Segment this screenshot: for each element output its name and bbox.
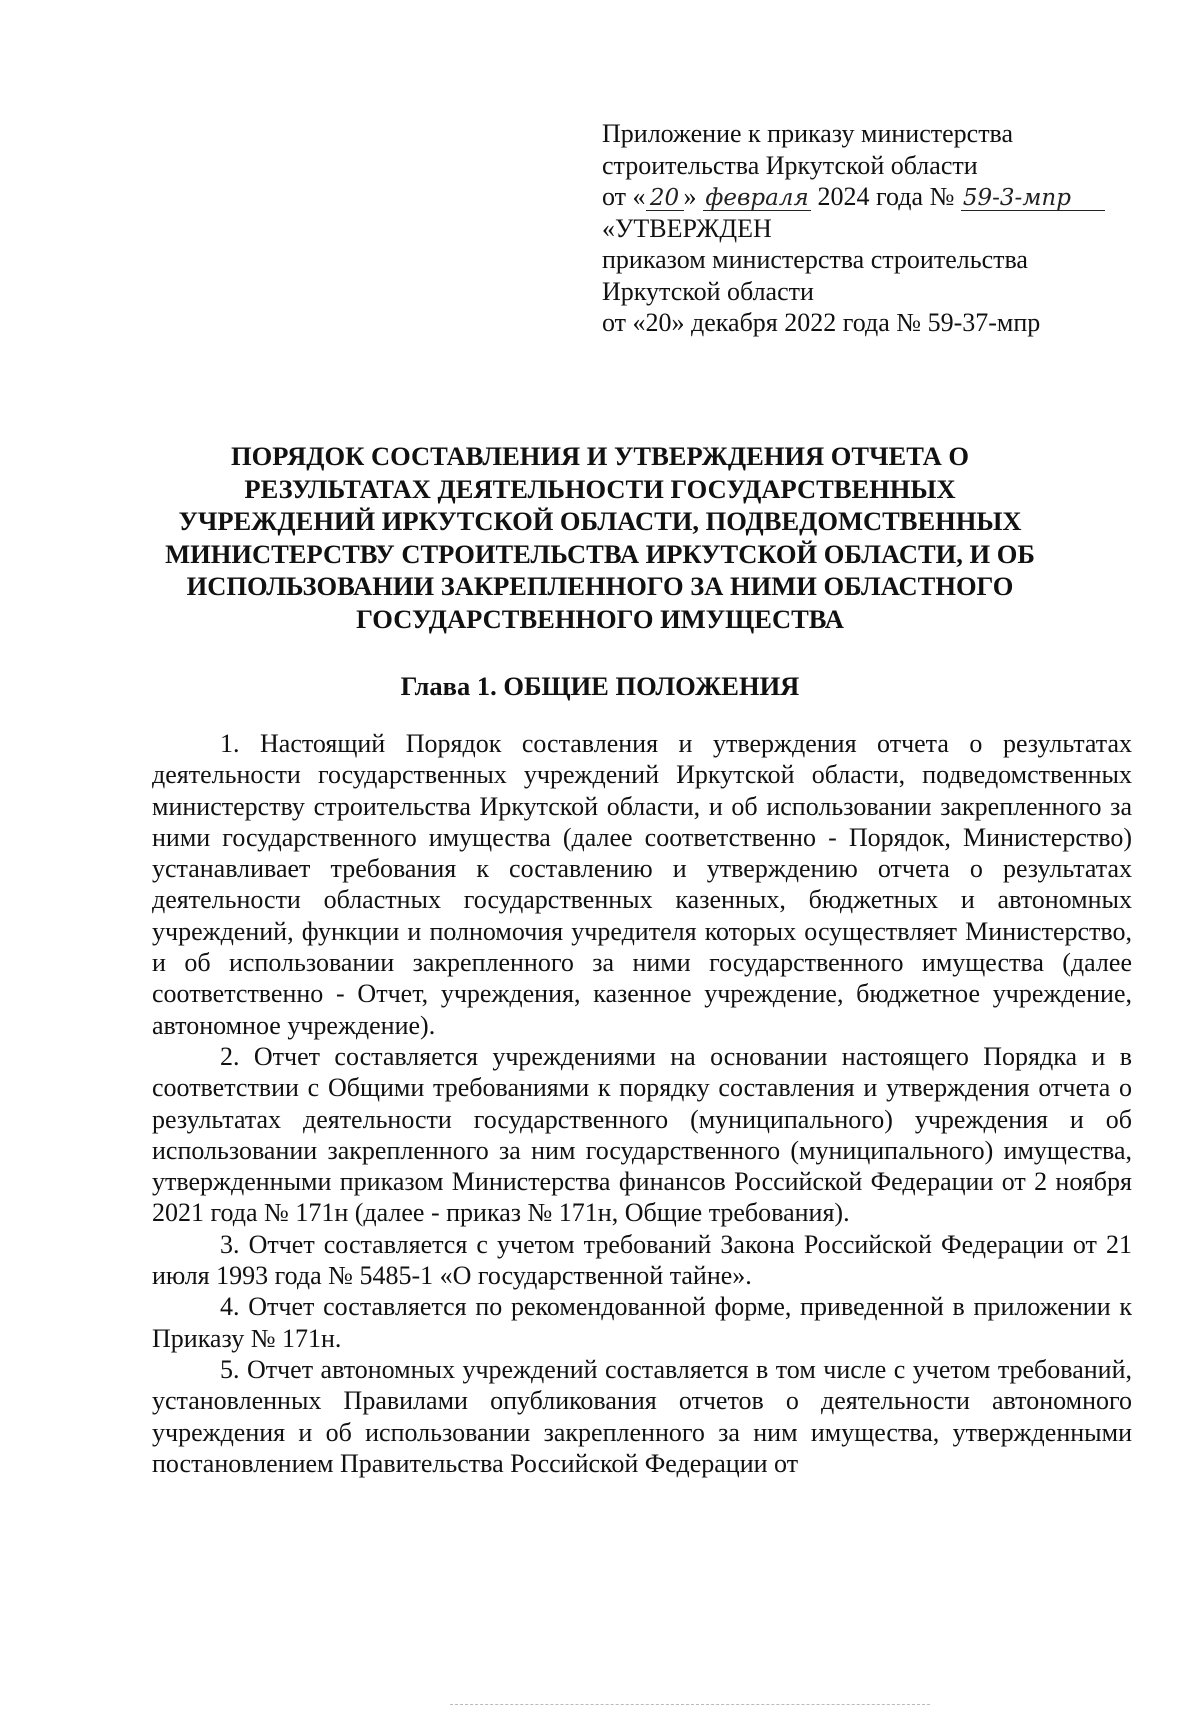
paragraph-3: 3. Отчет составляется с учетом требований Закона Российской Федерации от 21 июля 1993 года № 5485-1 «О государственной тайне». [152,1229,1132,1291]
header-line-7: от «20» декабря 2022 года № 59-37-мпр [602,308,1041,337]
paragraph-1: 1. Настоящий Порядок составления и утверждения отчета о результатах деятельности государственных учреждений Иркутской области, подведомственных министерству строительства Иркутской области, и об использовании закрепленного за ними государственного имущества (далее соответственно - Порядок, Министерство) устанавливает требования к составлению и утверждению отчета о результатах деятельности областных государственных казенных, бюджетных и автономных учреждений, функции и полномочия учредителя которых осуществляет Министерство, и об использовании закрепленного за ними государственного имущества (далее соответственно - Отчет, учреждения, казенное учреждение, бюджетное учреждение, автономное учреждение). [152,729,1132,1040]
title-line-2: РЕЗУЛЬТАТАХ ДЕЯТЕЛЬНОСТИ ГОСУДАРСТВЕННЫХ [244,473,956,504]
title-line-6: ГОСУДАРСТВЕННОГО ИМУЩЕСТВА [356,603,844,634]
title-line-3: УЧРЕЖДЕНИЙ ИРКУТСКОЙ ОБЛАСТИ, ПОДВЕДОМСТВЕННЫХ [178,506,1022,536]
header-line-1: Приложение к приказу министерства [602,119,1014,148]
paragraph-5: 5. Отчет автономных учреждений составляется в том числе с учетом требований, установленных Правилами опубликования отчетов о деятельности автономного учреждения и об использовании закрепленного за ним имущества, утвержденными постановлением Правительства Российской Федерации от [152,1354,1132,1478]
title-line-5: ИСПОЛЬЗОВАНИИ ЗАКРЕПЛЕННОГО ЗА НИМИ ОБЛАСТНОГО [186,571,1014,601]
document-body [152,728,1132,1479]
paragraph-4: 4. Отчет составляется по рекомендованной форме, приведенной в приложении к Приказу № 171н. [152,1292,1132,1353]
header-line-6: Иркутской области [602,276,814,306]
header-line-2: строительства Иркутской области [602,150,978,180]
header-line-5: приказом министерства строительства [602,245,1028,274]
paragraph-2: 2. Отчет составляется учреждениями на основании настоящего Порядка и в соответствии с Общими требованиями к порядку составления и утверждения отчета о результатах деятельности государственного (муниципального) учреждения и об использовании закрепленного за ним государственного (муниципального) имущества, утвержденными приказом Министерства финансов Российской Федерации от 2 ноября 2021 года № 171н (далее - приказ № 171н, Общие требования). [152,1041,1132,1228]
scan-footer-rule [450,1704,930,1705]
title-line-4: МИНИСТЕРСТВУ СТРОИТЕЛЬСТВА ИРКУТСКОЙ ОБЛАСТИ, И ОБ [165,538,1035,569]
header-date-mid1: » [683,182,704,211]
chapter-heading: Глава 1. ОБЩИЕ ПОЛОЖЕНИЯ [400,671,800,701]
header-date-mid2: 2024 года № [811,182,961,211]
handwritten-day: 20 [646,186,684,211]
header-line-4: «УТВЕРЖДЕН [602,213,772,243]
header-line-3 [602,181,1162,213]
handwritten-month: февраля [703,186,811,211]
handwritten-order-number: 59-3-мпр [961,186,1105,211]
header-date-prefix: от « [602,182,646,211]
title-line-1: ПОРЯДОК СОСТАВЛЕНИЯ И УТВЕРЖДЕНИЯ ОТЧЕТА О [231,441,969,471]
document-title [110,440,1090,635]
approval-header [602,118,1162,339]
